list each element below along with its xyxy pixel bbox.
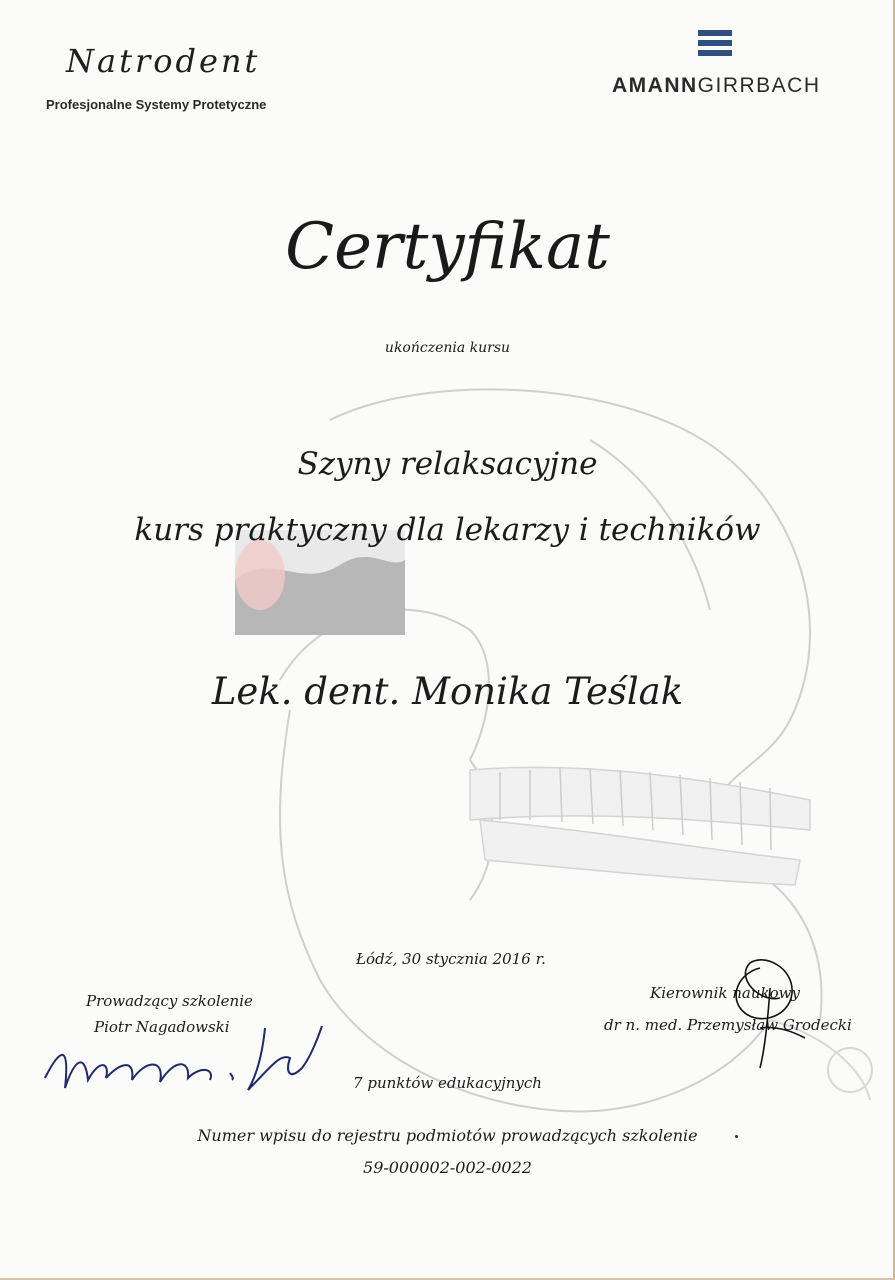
course-title-line1: Szyny relaksacyjne bbox=[297, 446, 598, 482]
natrodent-tagline: Profesjonalne Systemy Protetyczne bbox=[46, 97, 267, 112]
certificate-title: Certyfikat bbox=[285, 210, 610, 284]
right-signatory-name: dr n. med. Przemysław Grodecki bbox=[604, 1016, 852, 1034]
left-signatory-role: Prowadzący szkolenie bbox=[86, 992, 253, 1010]
amann-girrbach-logo bbox=[612, 28, 822, 103]
ink-dot bbox=[735, 1135, 738, 1138]
amann-wordmark-bold: AMANN bbox=[612, 74, 698, 97]
natrodent-brand: Natrodent bbox=[66, 42, 261, 80]
left-signatory-name: Piotr Nagadowski bbox=[94, 1018, 230, 1036]
amann-girrbach-stripes-icon bbox=[696, 28, 734, 64]
education-points: 7 punktów edukacyjnych bbox=[353, 1074, 542, 1092]
registry-number: 59-000002-002-0022 bbox=[363, 1158, 532, 1177]
girrbach-wordmark: GIRRBACH bbox=[697, 74, 821, 97]
certificate-subtitle: ukończenia kursu bbox=[384, 340, 511, 356]
amann-girrbach-wordmark bbox=[612, 74, 821, 98]
place-date: Łódź, 30 stycznia 2016 r. bbox=[356, 950, 546, 968]
right-signatory-role: Kierownik naukowy bbox=[650, 984, 800, 1002]
right-signature-scribble bbox=[720, 948, 820, 1073]
registry-label: Numer wpisu do rejestru podmiotów prowadzących szkolenie bbox=[197, 1126, 698, 1145]
recipient-name: Lek. dent. Monika Teślak bbox=[211, 670, 684, 713]
course-title-line2: kurs praktyczny dla lekarzy i techników bbox=[134, 512, 761, 548]
